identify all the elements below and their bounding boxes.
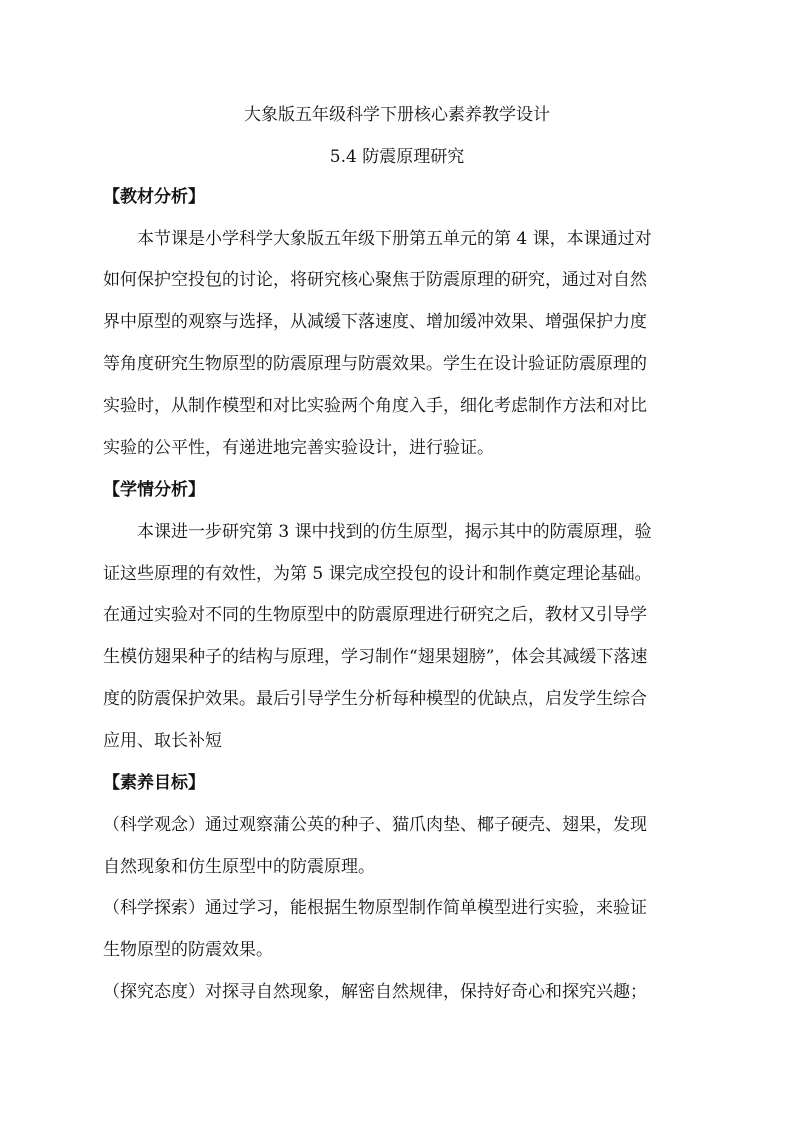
paragraph-line: 实验时，从制作模型和对比实验两个角度入手，细化考虑制作方法和对比 [103,396,647,416]
section-heading-textbook-analysis: 【教材分析】 [103,187,205,207]
document-title: 大象版五年级科学下册核心素养教学设计 [244,105,550,125]
paragraph-line: 在通过实验对不同的生物原型中的防震原理进行研究之后，教材又引导学 [103,605,647,625]
lesson-title: 5.4 防震原理研究 [329,147,465,167]
goal-line: （科学探索）通过学习，能根据生物原型制作简单模型进行实验，来验证 [103,898,647,918]
goal-line: （探究态度）对探寻自然现象，解密自然规律，保持好奇心和探究兴趣； [103,982,647,1002]
paragraph-line: 生模仿翅果种子的结构与原理，学习制作“翅果翅膀”，体会其减缓下落速 [103,647,648,667]
paragraph-line: 如何保护空投包的讨论，将研究核心聚焦于防震原理的研究，通过对自然 [103,270,647,290]
goal-line: 自然现象和仿生原型中的防震原理。 [103,857,375,877]
section-heading-competency-goals: 【素养目标】 [103,773,205,793]
section-heading-student-analysis: 【学情分析】 [103,480,205,500]
goal-line: （科学观念）通过观察蒲公英的种子、猫爪肉垫、椰子硬壳、翅果，发现 [103,815,647,835]
paragraph-line: 证这些原理的有效性，为第 5 课完成空投包的设计和制作奠定理论基础。 [103,564,652,584]
paragraph-line: 度的防震保护效果。最后引导学生分析每种模型的优缺点，启发学生综合 [103,689,647,709]
paragraph-line: 本课进一步研究第 3 课中找到的仿生原型，揭示其中的防震原理，验 [137,522,652,542]
paragraph-line: 界中原型的观察与选择，从减缓下落速度、增加缓冲效果、增强保护力度 [103,312,647,332]
paragraph-line: 本节课是小学科学大象版五年级下册第五单元的第 4 课，本课通过对 [137,229,652,249]
goal-line: 生物原型的防震效果。 [103,940,273,960]
paragraph-line: 等角度研究生物原型的防震原理与防震效果。学生在设计验证防震原理的 [103,354,647,374]
paragraph-line: 应用、取长补短 [103,731,222,751]
paragraph-line: 实验的公平性，有递进地完善实验设计，进行验证。 [103,438,494,458]
